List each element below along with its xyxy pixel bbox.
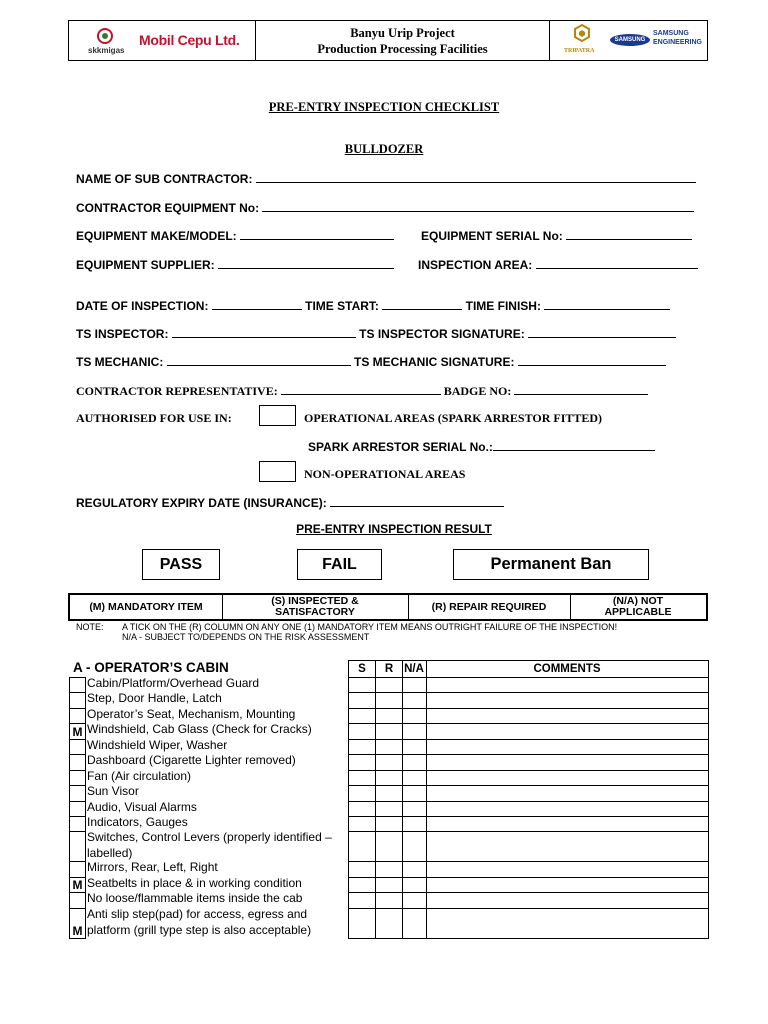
legend-table [68,593,708,621]
checklist-item-label: Fan (Air circulation) [87,769,192,783]
skkmigas-logo-text: skkmigas [88,46,125,55]
legend-satisfactory [222,595,408,619]
result-heading: PRE-ENTRY INSPECTION RESULT [296,522,492,536]
badge-field[interactable] [514,383,648,395]
legend-na-line2: APPLICABLE [604,606,672,618]
mandatory-box[interactable]: M [69,877,86,893]
checklist-item-label: Sun Visor [87,784,139,798]
supplier-label: EQUIPMENT SUPPLIER: [76,258,215,272]
checklist-item-label: Audio, Visual Alarms [87,800,197,814]
ts-mechanic-row [76,354,666,369]
checklist-item-label: Mirrors, Rear, Left, Right [87,860,218,874]
mandatory-box[interactable] [69,739,86,755]
checklist-item-label: Seatbelts in place & in working condition [87,876,302,890]
grid-line [348,660,349,939]
ts-mechanic-signature-field[interactable] [518,354,666,366]
time-start-field[interactable] [382,298,462,310]
ts-inspector-field[interactable] [172,326,356,338]
partner-logos [551,21,707,60]
contractor-equipment-field[interactable] [262,200,694,212]
column-s-header: S [358,663,366,675]
ts-inspector-signature-field[interactable] [528,326,676,338]
mandatory-box[interactable]: M [69,723,86,740]
skkmigas-logo-icon [95,27,115,45]
make-model-row [76,228,394,243]
regulatory-label: REGULATORY EXPIRY DATE (INSURANCE): [76,496,327,510]
sub-contractor-field[interactable] [256,171,696,183]
non-operational-areas-label: NON-OPERATIONAL AREAS [304,467,466,481]
legend-repair: (R) REPAIR REQUIRED [431,600,547,613]
samsung-engineering-line1: SAMSUNG [653,30,689,37]
operational-areas-label: OPERATIONAL AREAS (SPARK ARRESTOR FITTED) [304,411,603,425]
ts-mechanic-field[interactable] [167,354,351,366]
mandatory-box[interactable] [69,708,86,724]
mandatory-box[interactable] [69,816,86,832]
note-line-1: A TICK ON THE (R) COLUMN ON ANY ONE (1) MANDATORY ITEM MEANS OUTRIGHT FAILURE OF THE INSPECTION! [122,622,618,632]
contractor-rep-label: CONTRACTOR REPRESENTATIVE: [76,384,278,398]
samsung-engineering-logo [653,29,702,47]
checklist-item-label: Windshield, Cab Glass (Check for Cracks) [87,722,312,736]
pass-box[interactable]: PASS [142,549,220,580]
supplier-row [76,257,394,272]
page-title: PRE-ENTRY INSPECTION CHECKLIST [268,100,500,114]
grid-line [426,660,427,939]
checklist-item-label: Indicators, Gauges [87,815,188,829]
section-a-title: A - OPERATOR’S CABIN [73,660,229,675]
time-start-label: TIME START: [305,299,379,313]
spark-serial-row [308,439,655,454]
fail-box[interactable]: FAIL [297,549,382,580]
checklist-item-label: Anti slip step(pad) for access, egress and platform (grill type step is also acceptable) [87,907,312,937]
company-name: Mobil Cepu Ltd. [139,32,240,48]
inspection-area-row [418,257,698,272]
permanent-ban-box[interactable]: Permanent Ban [453,549,649,580]
sub-contractor-label: NAME OF SUB CONTRACTOR: [76,172,253,186]
project-line-1: Banyu Urip Project [350,26,455,40]
checklist-item-label: Cabin/Platform/Overhead Guard [87,676,260,690]
contractor-rep-row [76,383,648,399]
authorised-label: AUTHORISED FOR USE IN: [76,411,232,425]
ts-mechanic-signature-label: TS MECHANIC SIGNATURE: [354,355,515,369]
equipment-type: BULLDOZER [344,142,424,156]
checklist-item-label: Dashboard (Cigarette Lighter removed) [87,753,296,767]
date-row [76,298,670,313]
tripatra-logo-text: TRIPATRA [564,48,595,54]
mandatory-box[interactable] [69,785,86,802]
column-comments-header: COMMENTS [533,663,601,675]
ts-mechanic-label: TS MECHANIC: [76,355,164,369]
ts-inspector-label: TS INSPECTOR: [76,327,169,341]
tripatra-logo-icon [569,23,595,47]
mandatory-box[interactable] [69,861,86,878]
supplier-field[interactable] [218,257,394,269]
inspection-area-label: INSPECTION AREA: [418,258,533,272]
regulatory-row [76,495,504,510]
legend-na-line1: (N/A) NOT [612,595,664,607]
regulatory-field[interactable] [330,495,504,507]
document-header [68,20,708,61]
date-label: DATE OF INSPECTION: [76,299,209,313]
column-r-header: R [384,663,394,675]
checklist-item-label: No loose/flammable items inside the cab [87,891,303,905]
grid-line [375,660,376,939]
mandatory-box[interactable] [69,801,86,817]
date-field[interactable] [212,298,302,310]
mandatory-box[interactable] [69,677,86,693]
spark-serial-field[interactable] [493,439,655,451]
contractor-equipment-label: CONTRACTOR EQUIPMENT No: [76,201,260,215]
serial-label: EQUIPMENT SERIAL No: [421,229,563,243]
legend-not-applicable [570,595,706,619]
legend-mandatory: (M) MANDATORY ITEM [89,600,203,613]
grid-line [708,660,709,939]
serial-row [421,228,692,243]
project-title [256,21,550,60]
sub-contractor-row [76,171,696,186]
column-na-header: N/A [404,663,424,675]
legend-satisfactory-line1: (S) INSPECTED & [271,595,359,607]
checklist-item-label: Step, Door Handle, Latch [87,691,222,705]
time-finish-field[interactable] [544,298,670,310]
ts-inspector-signature-label: TS INSPECTOR SIGNATURE: [359,327,525,341]
company-logo-area [69,21,256,60]
non-operational-areas-checkbox[interactable] [259,461,296,482]
mandatory-box[interactable] [69,892,86,909]
checklist-item-label: Switches, Control Levers (properly identified – labelled) [87,830,332,860]
time-finish-label: TIME FINISH: [465,299,541,313]
make-model-label: EQUIPMENT MAKE/MODEL: [76,229,237,243]
operational-areas-checkbox[interactable] [259,405,296,426]
mandatory-box[interactable] [69,692,86,709]
samsung-logo: SAMSUNG [610,34,650,46]
grid-line [402,660,403,939]
note-label: NOTE: [76,622,104,632]
make-model-field[interactable] [240,228,394,240]
note-line-2: N/A - SUBJECT TO/DEPENDS ON THE RISK ASSESSMENT [122,632,370,642]
checklist-item-label: Operator’s Seat, Mechanism, Mounting [87,707,296,721]
checklist-item-label: Windshield Wiper, Washer [87,738,228,752]
inspection-area-field[interactable] [536,257,698,269]
mandatory-box[interactable] [69,831,86,862]
legend-satisfactory-line2: SATISFACTORY [275,606,355,618]
project-line-2: Production Processing Facilities [317,42,488,56]
mandatory-box[interactable]: M [69,908,86,939]
spark-serial-label: SPARK ARRESTOR SERIAL No.: [308,440,493,454]
mandatory-box[interactable] [69,770,86,786]
badge-label: BADGE NO: [443,384,512,398]
mandatory-box[interactable] [69,754,86,771]
contractor-equipment-row [76,200,694,215]
ts-inspector-row [76,326,676,341]
contractor-rep-field[interactable] [281,383,441,395]
samsung-engineering-line2: ENGINEERING [653,39,703,46]
serial-field[interactable] [566,228,692,240]
